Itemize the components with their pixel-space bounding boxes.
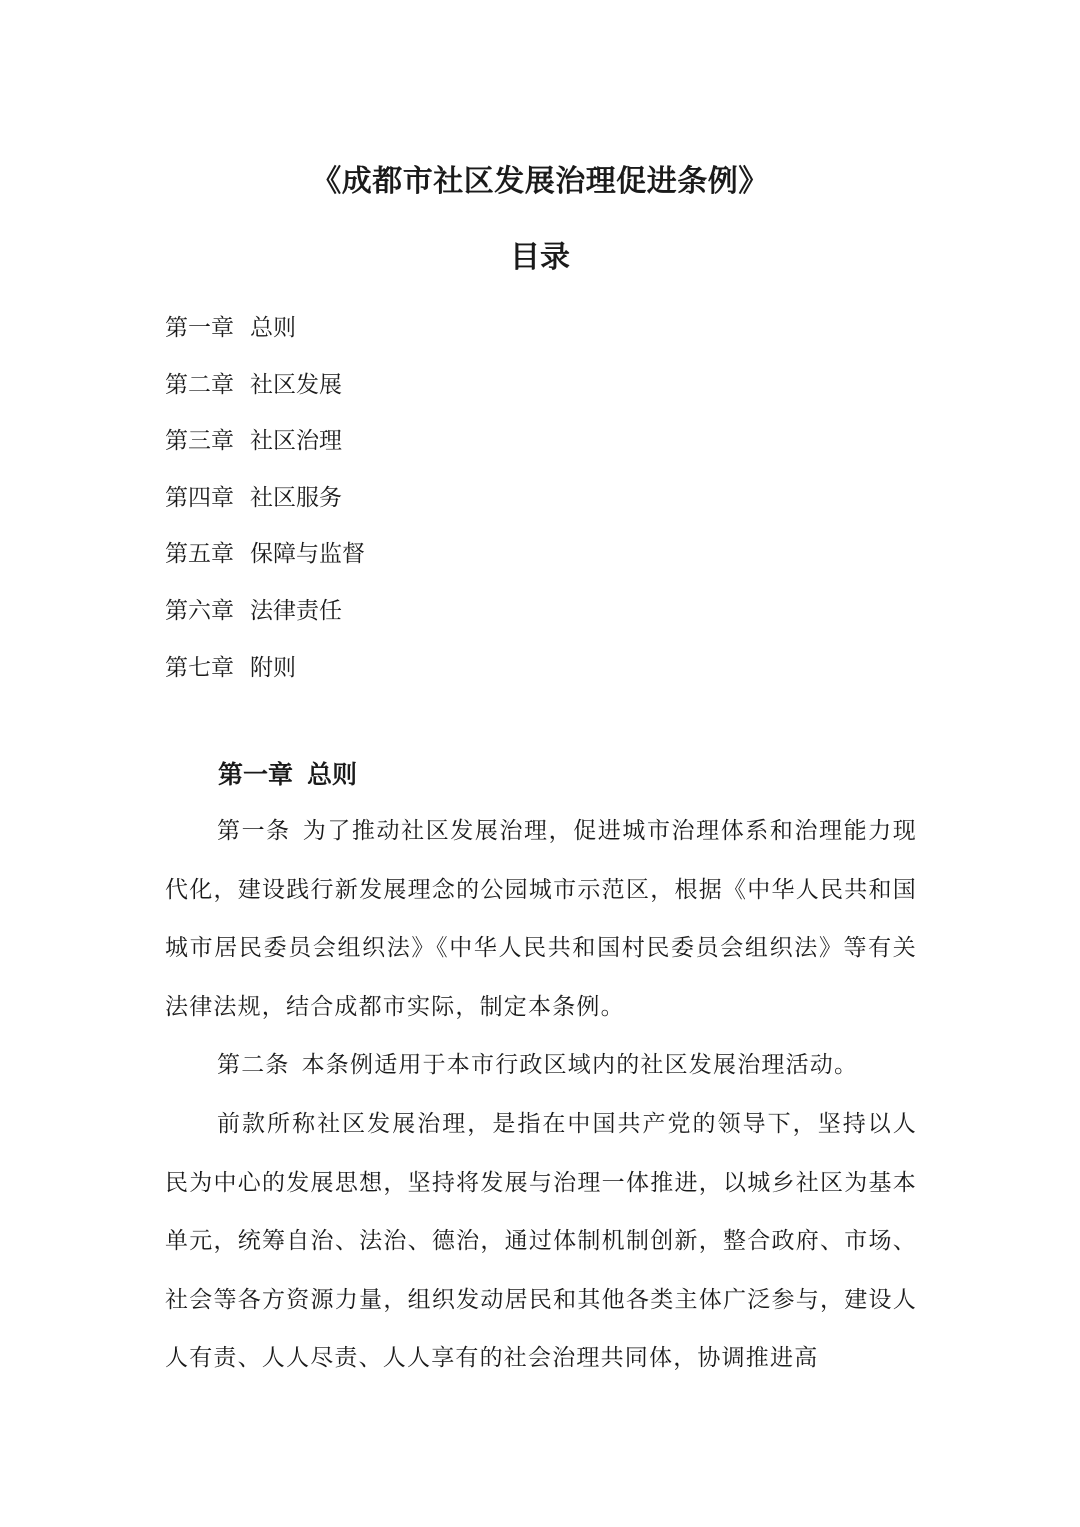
toc-chapter-name: 总则 [250,315,296,341]
toc-chapter-number: 第一章 [165,315,234,341]
toc-item [165,413,365,470]
chapter-heading [218,751,357,799]
toc-item [165,640,365,697]
toc-chapter-number: 第五章 [165,541,234,568]
toc-heading: 目录 [510,240,570,275]
toc-chapter-name: 法律责任 [250,597,342,624]
toc-item [165,300,365,357]
article-number: 第一条 [217,818,291,844]
article-paragraph [165,1036,917,1095]
chapter-name: 总则 [307,760,358,789]
table-of-contents [165,300,365,696]
body-text [165,802,917,1388]
toc-chapter-name: 社区发展 [250,371,342,398]
toc-chapter-number: 第二章 [165,371,234,398]
toc-chapter-number: 第三章 [165,428,234,455]
toc-item [165,583,365,640]
toc-chapter-number: 第七章 [165,654,234,681]
toc-chapter-number: 第四章 [165,484,234,511]
article-number: 第二条 [217,1052,290,1079]
article-paragraph [165,1095,917,1388]
chapter-number: 第一章 [218,760,294,789]
toc-item [165,357,365,414]
toc-chapter-name: 保障与监督 [250,541,365,568]
toc-item [165,526,365,583]
toc-item [165,470,365,527]
article-text: 为了推动社区发展治理，促进城市治理体系和治理能力现代化，建设践行新发展理念的公园城市示范区，根据《中华人民共和国城市居民委员会组织法》《中华人民共和国村民委员会组织法》等有关法律法规，结合成都市实际，制定本条例。 [165,818,918,1020]
article-paragraph [165,802,917,1036]
toc-chapter-name: 附则 [250,654,296,681]
toc-chapter-name: 社区治理 [250,428,342,455]
toc-chapter-number: 第六章 [165,597,234,624]
document-title: 《成都市社区发展治理促进条例》 [311,164,769,199]
toc-chapter-name: 社区服务 [250,484,342,511]
article-text: 前款所称社区发展治理，是指在中国共产党的领导下，坚持以人民为中心的发展思想，坚持将发展与治理一体推进，以城乡社区为基本单元，统筹自治、法治、德治，通过体制机制创新，整合政府、市场、社会等各方资源力量，组织发动居民和其他各类主体广泛参与，建设人人有责、人人尽责、人人享有的社会治理共同体，协调推进高 [165,1110,917,1372]
article-text: 本条例适用于本市行政区域内的社区发展治理活动。 [301,1052,859,1079]
